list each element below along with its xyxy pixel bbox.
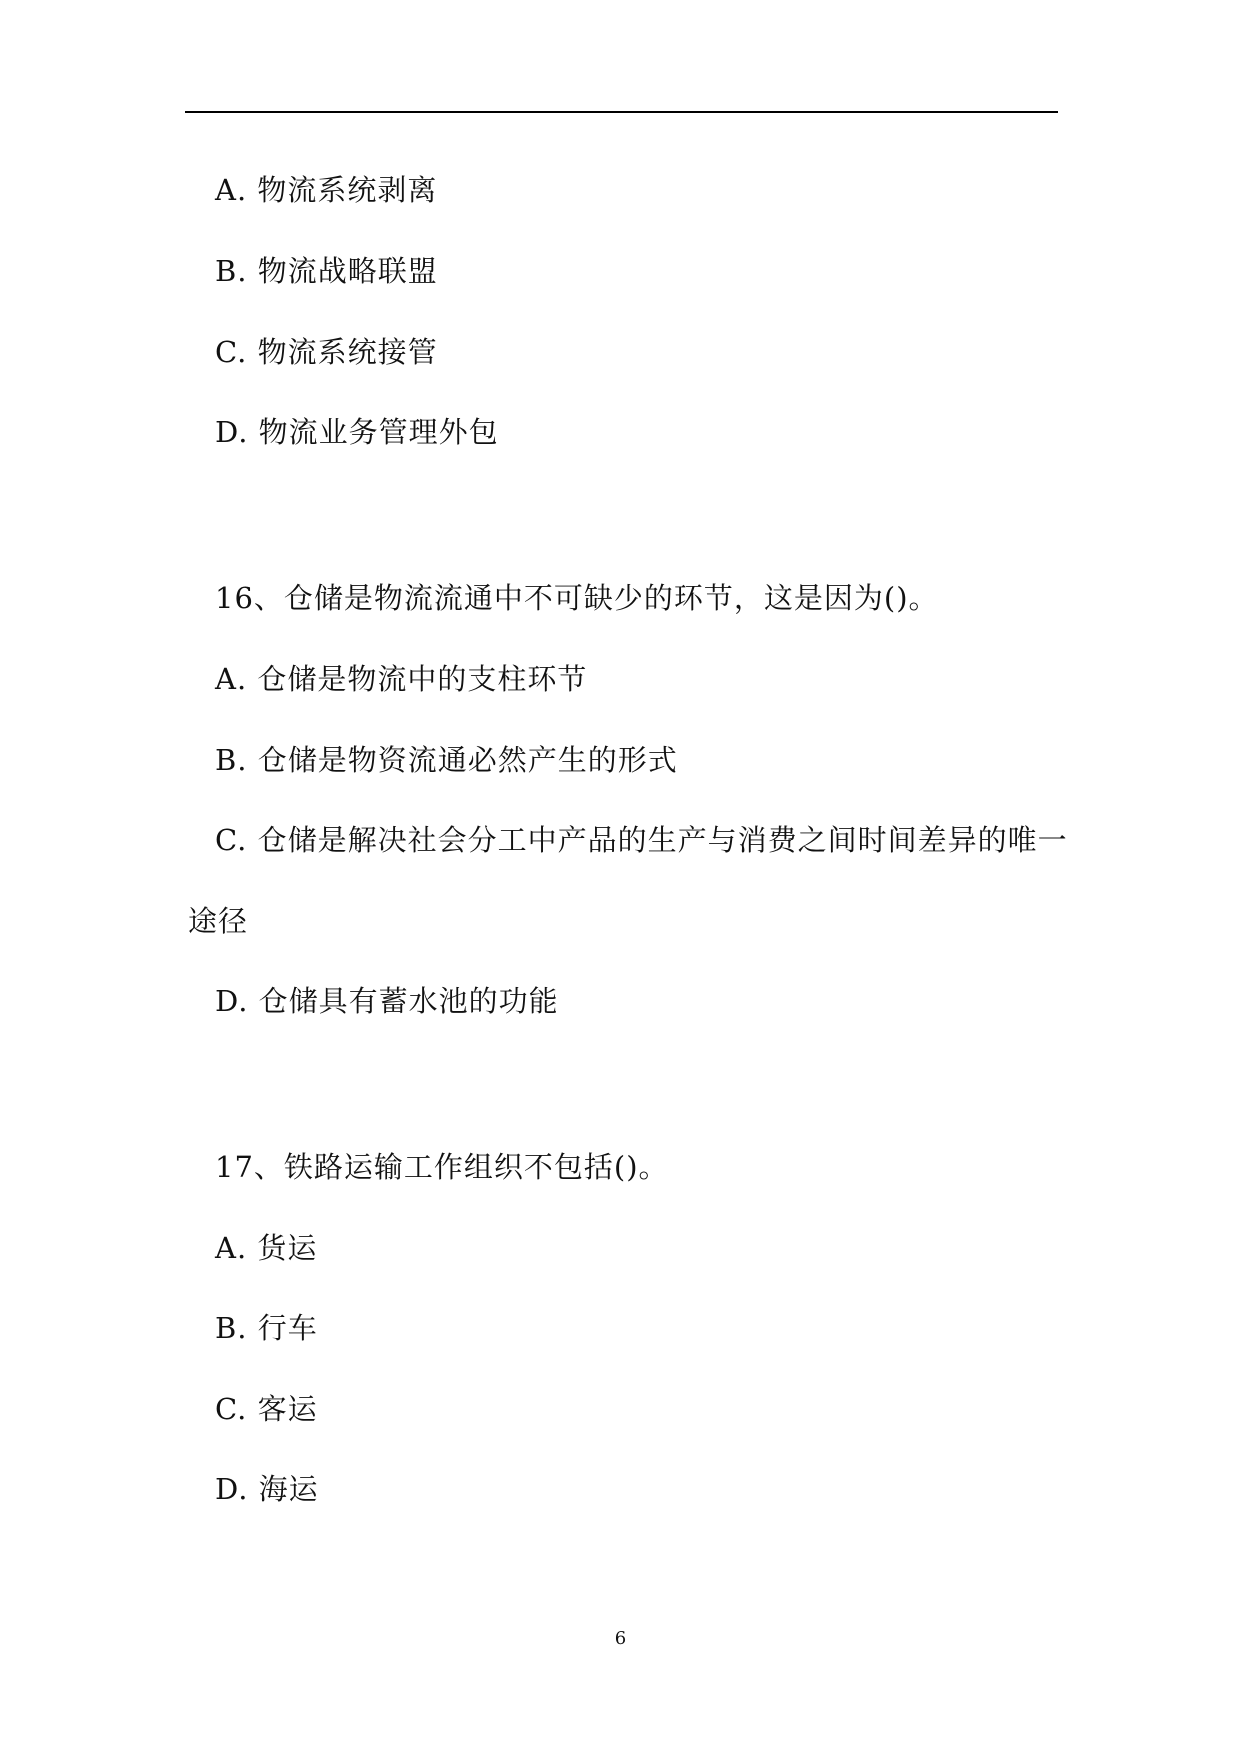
q16-option-c-continued: 途径: [188, 904, 249, 938]
q15-option-b: B. 物流战略联盟: [215, 254, 438, 288]
q16-option-a: A. 仓储是物流中的支柱环节: [215, 662, 588, 696]
page-number: 6: [614, 1628, 627, 1649]
q17-option-d: D. 海运: [215, 1472, 319, 1506]
q17-stem: 17、铁路运输工作组织不包括()。: [215, 1150, 669, 1184]
q17-option-a: A. 货运: [215, 1231, 318, 1265]
q15-option-d: D. 物流业务管理外包: [215, 415, 499, 449]
q15-option-a: A. 物流系统剥离: [215, 173, 438, 207]
q17-option-b: B. 行车: [215, 1311, 318, 1345]
q16-option-c: C. 仓储是解决社会分工中产品的生产与消费之间时间差异的唯一: [215, 823, 1068, 857]
q17-option-c: C. 客运: [215, 1392, 318, 1426]
q16-option-b: B. 仓储是物资流通必然产生的形式: [215, 743, 678, 777]
q16-stem: 16、仓储是物流流通中不可缺少的环节，这是因为()。: [215, 581, 939, 615]
q15-option-c: C. 物流系统接管: [215, 335, 438, 369]
header-rule: [185, 111, 1058, 113]
q16-option-d: D. 仓储具有蓄水池的功能: [215, 984, 559, 1018]
